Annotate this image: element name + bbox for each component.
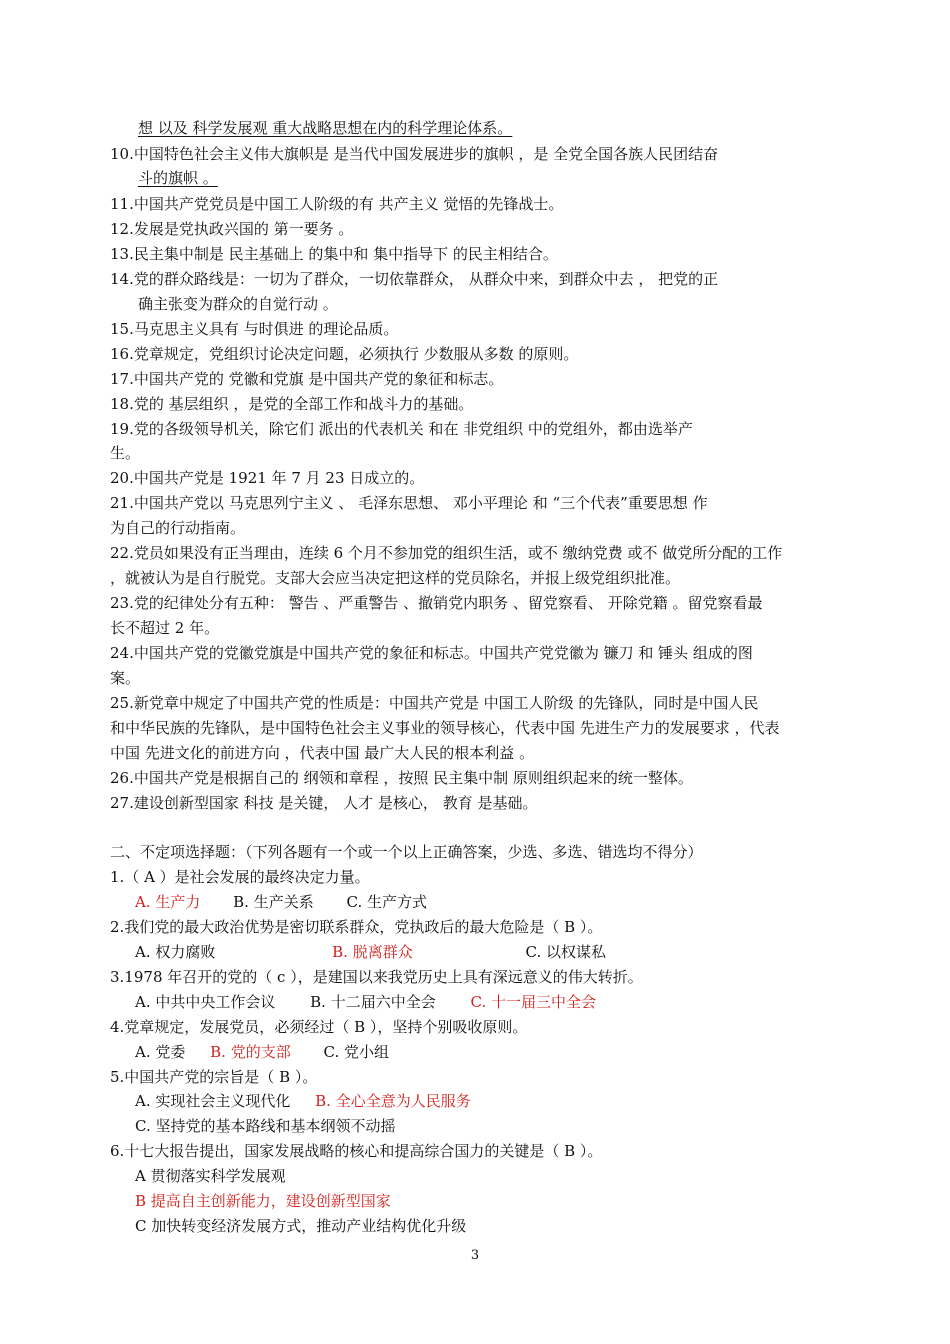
- option-b: B. 脱离群众: [332, 943, 413, 961]
- line-text: 生。: [110, 444, 141, 462]
- option-c: C. 十一届三中全会: [470, 993, 596, 1011]
- question: [110, 1017, 870, 1037]
- options-row: [135, 1042, 870, 1062]
- text-line: [110, 568, 870, 588]
- line-text: 18.党的 基层组织 ，是党的全部工作和战斗力的基础。: [110, 395, 474, 413]
- line-text: 22.党员如果没有正当理由，连续 6 个月不参加党的组织生活，或不 缴纳党费 或不 做党所分配的工作: [110, 544, 783, 562]
- options-row: [135, 942, 870, 962]
- line-text: 10.中国特色社会主义伟大旗帜是 是当代中国发展进步的旗帜 ，是 全党全国各族人民团结奋: [110, 145, 719, 163]
- line-text: 二、不定项选择题：（下列各题有一个或一个以上正确答案，少选、多选、错选均不得分）: [110, 843, 703, 861]
- line-text: 11.中国共产党党员是中国工人阶级的有 共产主义 觉悟的先锋战士。: [110, 195, 564, 213]
- question: [110, 917, 870, 937]
- option-c: C. 以权谋私: [525, 943, 606, 961]
- section-heading: [110, 842, 870, 862]
- option-c: C. 党小组: [323, 1043, 389, 1061]
- question: [110, 1067, 870, 1087]
- line-text: 17.中国共产党的 党徽和党旗 是中国共产党的象征和标志。: [110, 370, 504, 388]
- option-a: A. 中共中央工作会议: [135, 993, 276, 1011]
- text-line: [110, 319, 870, 339]
- line-text: 4.党章规定，发展党员，必须经过（ B ），坚持个别吸收原则。: [110, 1018, 528, 1036]
- option-a: A. 实现社会主义现代化: [135, 1092, 291, 1110]
- line-text: 16.党章规定，党组织讨论决定问题，必须执行 少数服从多数 的原则。: [110, 345, 579, 363]
- text-line: [110, 718, 870, 738]
- text-line: [110, 443, 870, 463]
- question: [110, 867, 870, 887]
- line-text: 27.建设创新型国家 科技 是关键， 人才 是核心， 教育 是基础。: [110, 794, 538, 812]
- text-line: [138, 168, 868, 188]
- text-line: [110, 543, 870, 563]
- option-c: C. 坚持党的基本路线和基本纲领不动摇: [135, 1117, 396, 1135]
- options-row: [135, 1091, 870, 1111]
- line-text: 确主张变为群众的自觉行动 。: [138, 295, 338, 313]
- line-text: 24.中国共产党的党徽党旗是中国共产党的象征和标志。中国共产党党徽为 镰刀 和 锤头 组成的图: [110, 644, 753, 662]
- option-b: B. 十二届六中全会: [310, 993, 436, 1011]
- text-line: [110, 269, 870, 289]
- text-line: [110, 344, 870, 364]
- line-text: 20.中国共产党是 1921 年 7 月 23 日成立的。: [110, 469, 425, 487]
- text-line: [110, 743, 870, 763]
- option-a: A 贯彻落实科学发展观: [135, 1167, 286, 1185]
- option-c: C 加快转变经济发展方式，推动产业结构优化升级: [135, 1217, 467, 1235]
- options-row: [135, 992, 870, 1012]
- text-line: [110, 693, 870, 713]
- options-row: [135, 892, 870, 912]
- option-c: C. 生产方式: [346, 893, 427, 911]
- option-b: B. 党的支部: [210, 1043, 291, 1061]
- text-line: [110, 244, 870, 264]
- line-text: ，就被认为是自行脱党。支部大会应当决定把这样的党员除名，并报上级党组织批准。: [110, 569, 681, 587]
- line-text: 斗的旗帜 。: [138, 169, 218, 187]
- option-a: A. 生产力: [135, 893, 201, 911]
- text-line: [110, 194, 870, 214]
- line-text: 14.党的群众路线是：一切为了群众，一切依靠群众， 从群众中来，到群众中去 ， 把党的正: [110, 270, 719, 288]
- line-text: 6.十七大报告提出，国家发展战略的核心和提高综合国力的关键是（ B ）。: [110, 1142, 603, 1160]
- option-b: B 提高自主创新能力，建设创新型国家: [135, 1192, 391, 1210]
- text-line: [138, 118, 868, 138]
- option-b: B. 生产关系: [233, 893, 314, 911]
- text-line: [110, 144, 870, 164]
- text-line: [110, 793, 870, 813]
- line-text: 案。: [110, 669, 141, 687]
- line-text: 长不超过 2 年。: [110, 619, 220, 637]
- line-text: 13.民主集中制是 民主基础上 的集中和 集中指导下 的民主相结合。: [110, 245, 558, 263]
- options-row: [135, 1116, 870, 1136]
- text-line: [110, 419, 870, 439]
- line-text: 想 以及 科学发展观 重大战略思想在内的科学理论体系。: [138, 119, 513, 137]
- line-text: 2.我们党的最大政治优势是密切联系群众，党执政后的最大危险是（ B ）。: [110, 918, 603, 936]
- text-line: [110, 219, 870, 239]
- text-line: [110, 593, 870, 613]
- line-text: 12.发展是党执政兴国的 第一要务 。: [110, 220, 354, 238]
- line-text: 和中华民族的先锋队，是中国特色社会主义事业的领导核心，代表中国 先进生产力的发展要求 ，代表: [110, 719, 780, 737]
- line-text: 23.党的纪律处分有五种： 警告 、严重警告 、撤销党内职务 、留党察看、 开除党籍 。留党察看最: [110, 594, 763, 612]
- option-a: A. 权力腐败: [135, 943, 216, 961]
- text-line: [110, 618, 870, 638]
- line-text: 21.中国共产党以 马克思列宁主义 、 毛泽东思想、 邓小平理论 和 “三个代表”重要思想 作: [110, 494, 708, 512]
- line-text: 中国 先进文化的前进方向 ，代表中国 最广大人民的根本利益 。: [110, 744, 535, 762]
- line-text: 26.中国共产党是根据自己的 纲领和章程 ，按照 民主集中制 原则组织起来的统一整体。: [110, 769, 693, 787]
- question: [110, 1141, 870, 1161]
- option-b: B. 全心全意为人民服务: [315, 1092, 471, 1110]
- text-line: [110, 668, 870, 688]
- line-text: 19.党的各级领导机关，除它们 派出的代表机关 和在 非党组织 中的党组外，都由选举产: [110, 420, 693, 438]
- question: [110, 967, 870, 987]
- page-number: 3: [470, 1248, 480, 1263]
- text-line: [110, 768, 870, 788]
- text-line: [110, 468, 870, 488]
- text-line: [110, 369, 870, 389]
- line-text: 为自己的行动指南。: [110, 519, 246, 537]
- options-row: [135, 1216, 870, 1236]
- line-text: 1.（ A ）是社会发展的最终决定力量。: [110, 868, 370, 886]
- options-row: [135, 1166, 870, 1186]
- line-text: 15.马克思主义具有 与时俱进 的理论品质。: [110, 320, 399, 338]
- text-line: [110, 493, 870, 513]
- text-line: [110, 394, 870, 414]
- text-line: [110, 518, 870, 538]
- text-line: [138, 294, 868, 314]
- options-row: [135, 1191, 870, 1211]
- text-line: [110, 643, 870, 663]
- line-text: 5.中国共产党的宗旨是（ B ）。: [110, 1068, 318, 1086]
- line-text: 3.1978 年召开的党的（ c ），是建国以来我党历史上具有深远意义的伟大转折。: [110, 968, 643, 986]
- option-a: A. 党委: [135, 1043, 186, 1061]
- line-text: 25.新党章中规定了中国共产党的性质是：中国共产党是 中国工人阶级 的先锋队，同时是中国人民: [110, 694, 759, 712]
